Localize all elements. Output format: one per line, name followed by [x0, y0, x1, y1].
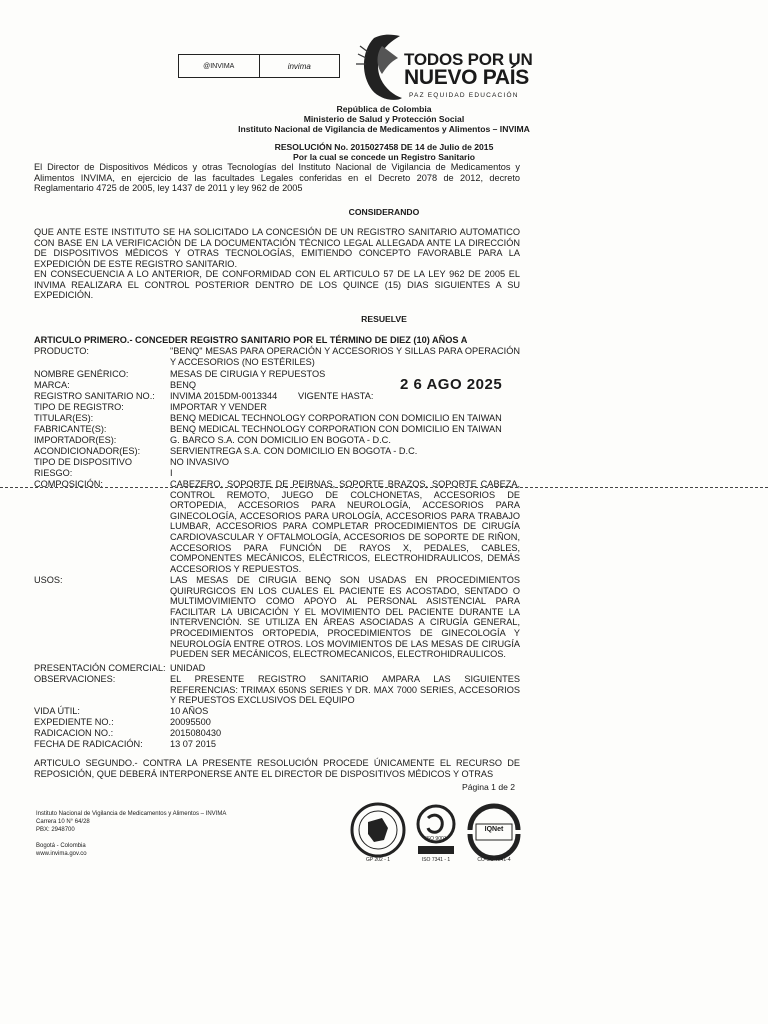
seal-caption-3: ISO 7341 - 1 [421, 857, 451, 863]
page-number: Página 1 de 2 [462, 782, 516, 792]
considerando-2: EN CONSECUENCIA A LO ANTERIOR, DE CONFORMIDAD CON EL ARTICULO 57 DE LA LEY 962 DE 2005 EL INVIMA REALIZARA EL CONTROL POSTERIOR DENTRO DE LOS QUINCE (15) DIAS SIGUIENTES A SU EXPEDICIÓN. [34, 269, 520, 301]
scan-fold-line [0, 487, 768, 488]
titular-value: BENQ MEDICAL TECHNOLOGY CORPORATION CON DOMICILIO EN TAIWAN [170, 413, 502, 423]
preamble: El Director de Dispositivos Médicos y otras Tecnologías del Instituto Nacional de Vigilancia de Medicamentos y Alimentos INVIMA, en ejercicio de las facultades Legales conferidas en el Decreto 2078 de 2012, decreto Reglamentario 4725 de 2005, ley 1437 de 2011 y ley 962 de 2005 [34, 162, 520, 194]
resuelve-title: RESUELVE [361, 314, 407, 324]
heading-country: República de Colombia [336, 104, 432, 114]
tipo-registro-label: TIPO DE REGISTRO: [34, 402, 124, 412]
composicion-label: COMPOSICIÓN: [34, 479, 103, 489]
seal-caption-1: GP 202 - 1 [365, 857, 391, 863]
logo-line-3: PAZ EQUIDAD EDUCACIÓN [409, 92, 519, 99]
heading-ministry: Ministerio de Salud y Protección Social [303, 114, 465, 124]
considerando-1: QUE ANTE ESTE INSTITUTO SE HA SOLICITADO LA CONCESIÓN DE UN REGISTRO SANITARIO AUTOMATICO CON BASE EN LA VERIFICACIÓN DE LA DOCUMENTACIÓN TÉCNICO LEGAL ALLEGADA ANTE LA DIRECCIÓN DE DISPOSITIVOS MÉDICOS Y OTRAS TECNOLOGÍAS, EMITIENDO CONCEPTO FAVORABLE PARA LA EXPEDICIÓN DE ESTE REGISTRO SANITARIO. [34, 227, 520, 269]
heading-subject: Por la cual se concede un Registro Sanitario [293, 152, 475, 162]
footer-line-4: Bogotá - Colombia [36, 843, 86, 849]
footer-line-3: PBX: 2948700 [36, 827, 75, 833]
observaciones-label: OBSERVACIONES: [34, 674, 116, 684]
heading-institute: Instituto Nacional de Vigilancia de Medicamentos y Alimentos – INVIMA [238, 124, 530, 134]
registro-label: REGISTRO SANITARIO NO.: [34, 391, 155, 401]
icontec-iso-seal-icon [404, 800, 468, 864]
header-box [178, 54, 340, 78]
riesgo-label: RIESGO: [34, 468, 73, 478]
presentacion-value: UNIDAD [170, 663, 206, 673]
seal-caption-2: ISO 9001 [425, 836, 447, 842]
marca-value: BENQ [170, 380, 197, 390]
radicacion-value: 2015080430 [170, 728, 222, 738]
gp-certification-seal-icon [346, 800, 410, 864]
observaciones-value: EL PRESENTE REGISTRO SANITARIO AMPARA LAS SIGUIENTES REFERENCIAS: TRIMAX 650NS SERIES Y DR. MAX 7000 SERIES, ACCESORIOS Y REPUESTOS EXCLUSIVOS DEL EQUIPO [170, 674, 520, 706]
fabricante-value: BENQ MEDICAL TECHNOLOGY CORPORATION CON DOMICILIO EN TAIWAN [170, 424, 502, 434]
articulo-segundo: ARTICULO SEGUNDO.- CONTRA LA PRESENTE RESOLUCIÓN PROCEDE ÚNICAMENTE EL RECURSO DE REPOSICIÓN, QUE DEBERÁ INTERPONERSE ANTE EL DIRECTOR DE DISPOSITIVOS MÉDICOS Y OTRAS [34, 758, 520, 779]
footer-address [36, 810, 226, 858]
registro-value: INVIMA 2015DM-0013344 [170, 391, 278, 401]
producto-label: PRODUCTO: [34, 346, 89, 356]
composicion-value: CABEZERO, SOPORTE DE PEIRNAS, SOPORTE BRAZOS, SOPORTE CABEZA, CONTROL REMOTO, JUEGO DE COLCHONETAS, ACCESORIOS DE ORTOPEDIA, ACCESORIOS PARA NEUROLOGÍA, ACCESORIOS PARA GINECOLOGÍA, ACCESORIOS PARA UROLOGÍA, ACCESORIOS PARA TRABAJO LUMBAR, ACCESORIOS PARA COMPLETAR PROCEDIMIENTOS DE CIRUGÍA CARDIOVASCULAR Y OFTALMOLOGÍA, ACCESORIOS DE SOPORTE DE RIÑON, ACCESORIOS PARA FUNCIÓN DE RAYOS X, PEDALES, CABLES, COMPONENTES MECÁNICOS, ELÉCTRICOS, ELECTROHIDRAULICOS, DEMÁS ACCESORIOS Y REPUESTOS. [170, 479, 520, 574]
expediente-label: EXPEDIENTE NO.: [34, 717, 114, 727]
footer-line-1: Instituto Nacional de Vigilancia de Medicamentos y Alimentos – INVIMA [36, 811, 227, 817]
vida-value: 10 AÑOS [170, 706, 209, 716]
titular-label: TITULAR(ES): [34, 413, 94, 423]
importador-value: G. BARCO S.A. CON DOMICILIO EN BOGOTA - D.C. [170, 435, 391, 445]
fecha-label: FECHA DE RADICACIÓN: [34, 739, 143, 749]
acondicionador-label: ACONDICIONADOR(ES): [34, 446, 141, 456]
footer-line-2: Carrera 10 N° 64/28 [36, 819, 90, 825]
radicacion-label: RADICACION NO.: [34, 728, 114, 738]
seal-caption-4: IQNet [484, 826, 504, 833]
presentacion-label: PRESENTACIÓN COMERCIAL: [34, 663, 166, 673]
generico-label: NOMBRE GENÉRICO: [34, 369, 129, 379]
usos-value: LAS MESAS DE CIRUGIA BENQ SON USADAS EN PROCEDIMIENTOS QUIRURGICOS EN LOS CUALES EL PACIENTE ES ACOSTADO, SENTADO O MULTIMOVIMIENTO COMO APOYO AL PERSONAL ASISTENCIAL PARA FACILITAR LA UBICACIÓN Y EL MOVIMIENTO DEL PACIENTE DURANTE LA INTERVENCIÓN. SE UTILIZA EN ÁREAS ASOCIADAS A CIRUGÍA GENERAL, PROCEDIMIENTOS ORTOPEDIA, PROCEDIMIENTOS DE GINECOLOGÍA Y NEUROLOGÍA ENTRE OTROS. LOS MOVIMIENTOS DE LAS MESAS DE CIRUGÍA PUEDEN SER MECÁNICOS, ELECTROMECANICOS, ELECTROHIDRAULICOS. [170, 575, 520, 660]
fecha-value: 13 07 2015 [170, 739, 216, 749]
articulo-primero: ARTICULO PRIMERO.- CONCEDER REGISTRO SANITARIO POR EL TÉRMINO DE DIEZ (10) AÑOS A [34, 335, 468, 345]
tipo-registro-value: IMPORTAR Y VENDER [170, 402, 267, 412]
considerando-title: CONSIDERANDO [348, 207, 420, 217]
fabricante-label: FABRICANTE(S): [34, 424, 107, 434]
vigente-stamp: 2 6 AGO 2025 [400, 376, 503, 393]
generico-value: MESAS DE CIRUGIA Y REPUESTOS [170, 369, 326, 379]
logo-line-2: NUEVO PAÍS [404, 66, 529, 89]
producto-value: "BENQ" MESAS PARA OPERACIÓN Y ACCESORIOS Y SILLAS PARA OPERACIÓN Y ACCESORIOS (NO ESTÉRILES) [170, 346, 520, 367]
vida-label: VIDA ÚTIL: [34, 706, 80, 716]
footer-line-5: www.invima.gov.co [36, 851, 87, 857]
heading-resolution: RESOLUCIÓN No. 2015027458 DE 14 de Julio de 2015 [274, 142, 494, 152]
header-box-left: @INVIMA [203, 62, 235, 70]
riesgo-value: I [170, 468, 173, 478]
tipo-dispositivo-label: TIPO DE DISPOSITIVO [34, 457, 133, 467]
usos-label: USOS: [34, 575, 63, 585]
seal-caption-5: CO-SC-7341-4 [477, 857, 511, 863]
tipo-dispositivo-value: NO INVASIVO [170, 457, 230, 467]
vigente-label: VIGENTE HASTA: [298, 391, 374, 401]
acondicionador-value: SERVIENTREGA S.A. CON DOMICILIO EN BOGOTA - D.C. [170, 446, 418, 456]
header-box-right: invima [259, 55, 340, 77]
importador-label: IMPORTADOR(ES): [34, 435, 117, 445]
expediente-value: 20095500 [170, 717, 211, 727]
logo-line-1: TODOS POR UN [404, 50, 533, 69]
marca-label: MARCA: [34, 380, 70, 390]
